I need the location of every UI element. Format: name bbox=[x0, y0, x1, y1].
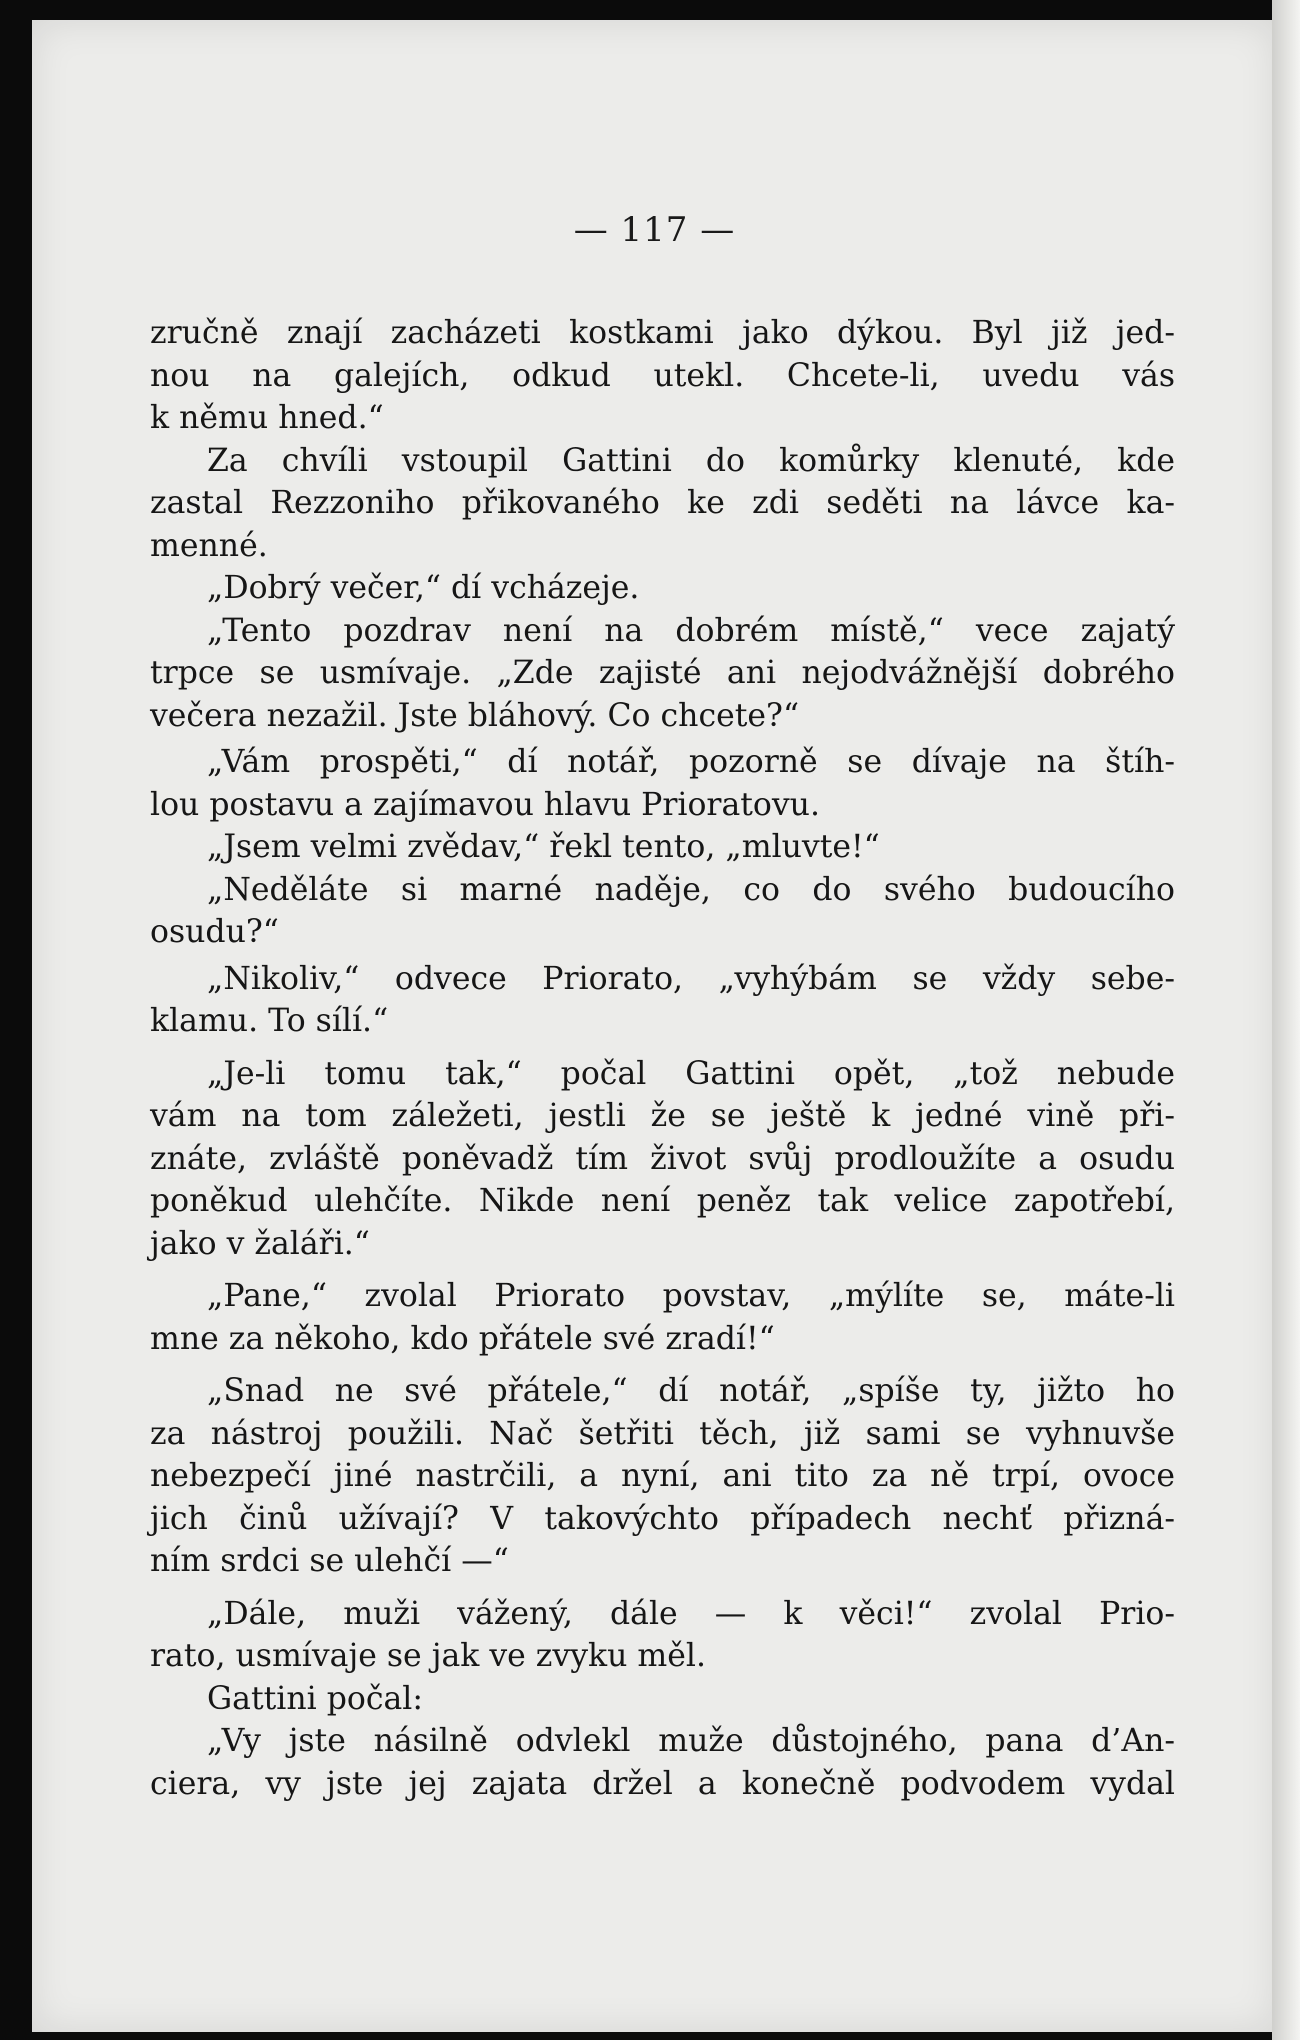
text-line: lou postavu a zajímavou hlavu Prioratovu. bbox=[150, 786, 820, 823]
text-line: osudu?“ bbox=[150, 914, 279, 950]
text-line: znáte, zvláště poněvadž tím život svůj prodloužíte a osudu bbox=[150, 1140, 1175, 1177]
page-number: — 117 — bbox=[573, 210, 736, 250]
text-line: „Vy jste násilně odvlekl muže důstojného, pana d’An- bbox=[207, 1723, 1175, 1759]
text-line: „Nikoliv,“ odvece Priorato, „vyhýbám se vždy sebe- bbox=[207, 960, 1175, 997]
text-line: Gattini počal: bbox=[207, 1680, 423, 1717]
text-line: „Dále, muži vážený, dále — k věci!“ zvolal Prio- bbox=[207, 1595, 1175, 1632]
text-line: „Vám prospěti,“ dí notář, pozorně se dívaje na štíh- bbox=[207, 744, 1175, 780]
text-line: „Jsem velmi zvědav,“ řekl tento, „mluvte!“ bbox=[207, 829, 880, 865]
page-edge-shadow bbox=[1272, 0, 1300, 2040]
text-line: „Snad ne své přátele,“ dí notář, „spíše ty, jižto ho bbox=[207, 1373, 1175, 1409]
text-line: k němu hned.“ bbox=[150, 400, 384, 436]
text-line: „Pane,“ zvolal Priorato povstav, „mýlíte se, máte-li bbox=[207, 1278, 1175, 1314]
text-line: „Neděláte si marné naděje, co do svého budoucího bbox=[207, 871, 1175, 908]
text-line: poněkud ulehčíte. Nikde není peněz tak velice zapotřebí, bbox=[150, 1183, 1175, 1219]
text-line: Za chvíli vstoupil Gattini do komůrky klenuté, kde bbox=[207, 442, 1175, 479]
text-line: nou na galejích, odkud utekl. Chcete-li, uvedu vás bbox=[150, 357, 1175, 394]
text-line: trpce se usmívaje. „Zde zajisté ani nejodvážnější dobrého bbox=[150, 655, 1175, 691]
text-line: „Dobrý večer,“ dí vcházeje. bbox=[207, 570, 640, 606]
text-line: menné. bbox=[150, 527, 268, 564]
text-line: klamu. To sílí.“ bbox=[150, 1003, 389, 1039]
text-line: zastal Rezzoniho přikovaného ke zdi seděti na lávce ka- bbox=[150, 485, 1175, 521]
book-page bbox=[32, 20, 1277, 2032]
text-line: večera nezažil. Jste bláhový. Co chcete?“ bbox=[150, 697, 800, 734]
text-line: za nástroj použili. Nač šetřiti těch, již sami se vyhnuvše bbox=[150, 1415, 1175, 1452]
text-line: „Je-li tomu tak,“ počal Gattini opět, „tož nebude bbox=[207, 1055, 1175, 1092]
text-line: nebezpečí jiné nastrčili, a nyní, ani tito za ně trpí, ovoce bbox=[150, 1458, 1175, 1494]
text-line: jich činů užívají? V takovýchto případech nechť přizná- bbox=[150, 1500, 1175, 1537]
text-line: mne za někoho, kdo přátele své zradí!“ bbox=[150, 1320, 775, 1357]
text-line: „Tento pozdrav není na dobrém místě,“ vece zajatý bbox=[207, 612, 1175, 649]
text-line: jako v žaláři.“ bbox=[150, 1225, 370, 1262]
text-line: rato, usmívaje se jak ve zvyku měl. bbox=[150, 1638, 706, 1674]
text-line: ním srdci se ulehčí —“ bbox=[150, 1543, 509, 1579]
text-line: vám na tom záležeti, jestli že se ještě k jedné vině při- bbox=[150, 1098, 1175, 1134]
text-line: ciera, vy jste jej zajata držel a konečně podvodem vydal bbox=[150, 1765, 1175, 1802]
body-text bbox=[150, 312, 1175, 1805]
text-line: zručně znají zacházeti kostkami jako dýkou. Byl již jed- bbox=[150, 315, 1175, 351]
